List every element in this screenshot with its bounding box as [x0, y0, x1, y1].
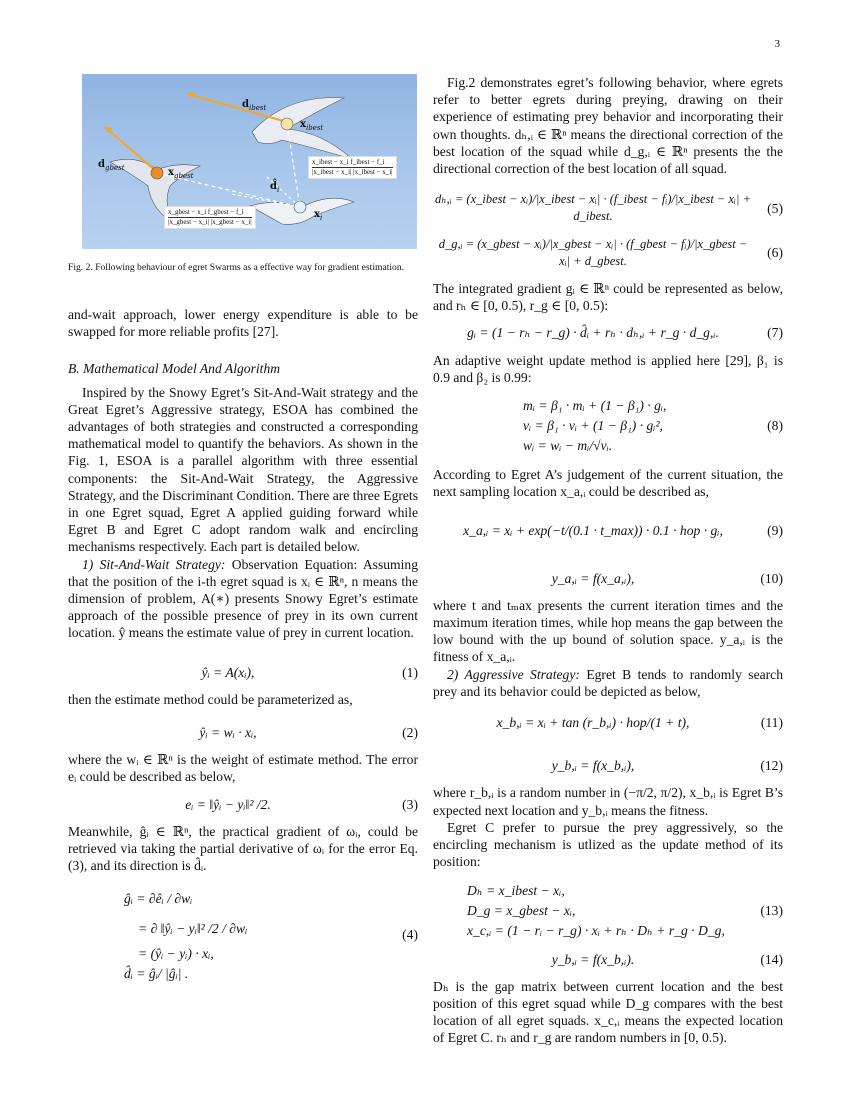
para-gap-matrix: Dₕ is the gap matrix between current location and the best position of this egret squad while D_g compares with the best location of all egret squads. x_c,ᵢ means the expected location of Egret C. rₕ and r_g are random numbers in [0, 0.5).	[433, 978, 783, 1046]
formula-box-gbest: x_gbest − x_i f_gbest − f_i |x_gbest − x_i| |x_gbest − x_i|	[164, 206, 256, 229]
equation-12: y_b,ᵢ = f(x_b,ᵢ), (12)	[551, 758, 783, 774]
equation-14: y_b,ᵢ = f(x_b,ᵢ). (14)	[551, 951, 783, 967]
left-column	[68, 74, 418, 994]
subsection-1-title: 1) Sit-And-Wait Strategy:	[82, 556, 226, 572]
para-iteration: where t and tₘax presents the current iteration times and the maximum iteration times, while hop means the gap between the low bound with the up bound of solution space. y_a,ᵢ is the fitness of x_a,ᵢ.	[433, 597, 783, 665]
text-after-eq1: then the estimate method could be parameterized as,	[68, 691, 353, 707]
label-d-gbest: $d_{gbest}$	[98, 159, 125, 172]
text-after-eq2: where the wᵢ ∈ ℝⁿ is the weight of estimate method. The error eᵢ could be described as below,	[68, 752, 418, 785]
label-d-ibest: $d_{ibest}$	[242, 99, 267, 112]
equation-13: Dₕ = x_ibest − xᵢ, D_g = x_gbest − xᵢ, x_c,ᵢ = (1 − rᵢ − r_g) · xᵢ + rₕ · Dₕ + r_g · D_g, (13)	[467, 882, 783, 938]
figure-egret-photo	[82, 74, 417, 249]
figure-caption: Fig. 2. Following behaviour of egret Swarms as a effective way for gradient estimation.	[68, 262, 405, 273]
text-after-eq3: Meanwhile, ĝᵢ ∈ ℝⁿ, the practical gradient of ωᵢ, could be retrieved via taking the partial derivative of ωᵢ for the error Eq. (3), and its direction is d̂ᵢ.	[68, 823, 418, 874]
para-adaptive-weight: An adaptive weight update method is applied here [29], β₁ is 0.9 and β₂ is 0.99:	[433, 352, 783, 385]
label-d-i: $d̂_i$	[270, 181, 280, 194]
equation-7: gᵢ = (1 − rₕ − r_g) · d̂ᵢ + rₕ · dₕ,ᵢ + r_g · d_g,ᵢ. (7)	[467, 325, 783, 341]
page-number: 3	[774, 38, 780, 50]
para-following-behavior: Fig.2 demonstrates egret’s following behavior, where egrets refer to better egrets during preying, drawing on their experience of estimating prey behavior and incorporating their own thoughts. dₕ,ᵢ ∈ ℝⁿ means the directional correction of the best location of the squad while d_g,ᵢ ∈ ℝⁿ presents the the directional correction of the best location of all squad.	[433, 75, 783, 177]
subsection-2-title: 2) Aggressive Strategy:	[447, 666, 580, 682]
equation-3: eᵢ = ‖ŷᵢ − yᵢ‖² /2. (3)	[185, 796, 418, 812]
label-x-gbest: $x_{gbest}$	[168, 167, 194, 180]
d-ibest-arrow-icon	[188, 94, 287, 122]
intro-paragraph: Inspired by the Snowy Egret’s Sit-And-Wait strategy and the Great Egret’s Aggressive strategy, ESOA has combined the advantages of both strategies and constructed a corresponding mathematical model to quantify the behaviors. As shown in the Fig. 1, ESOA is a parallel algorithm with three essential components: the Sit-And-Wait Strategy, the Aggressive Strategy, and the Discriminant Condition. There are three Egrets in one Egret squad, Egret A applied guiding forward while Egret B and Egret C adopt random walk and encircling mechanisms respectively. Each part is detailed below.	[68, 384, 418, 555]
equation-1: ŷᵢ = A(xᵢ), (1)	[201, 664, 418, 680]
para-egret-a: According to Egret A’s judgement of the current situation, the next sampling location x_a,ᵢ could be described as,	[433, 467, 783, 500]
label-x-i: $x_i$	[314, 209, 323, 222]
right-column	[433, 74, 783, 1047]
subsection-1-paragraph: 1) Sit-And-Wait Strategy: Observation Equation: Assuming that the position of the i-th egret squad is xᵢ ∈ ℝⁿ, n means the dimension of problem, A(∗) presents Snowy Egret’s estimate approach of the possible presence of prey in its own current location. ŷ means the estimate value of prey in current location.	[68, 556, 419, 641]
para-integrated-gradient: The integrated gradient gᵢ ∈ ℝⁿ could be represented as below, and rₕ ∈ [0, 0.5), r_g ∈ [0, 0.5):	[433, 281, 783, 314]
x-gbest-marker-icon	[151, 167, 163, 179]
x-ibest-marker-icon	[281, 118, 293, 130]
formula-box-ibest: x_ibest − x_i f_ibest − f_i |x_ibest − x_i| |x_ibest − x_i|	[308, 156, 397, 179]
x-i-marker-icon	[294, 201, 306, 213]
equation-9: x_a,ᵢ = xᵢ + exp(−t/(0.1 · t_max)) · 0.1 · hop · gᵢ, (9)	[463, 523, 783, 539]
continued-paragraph: and-wait approach, lower energy expenditure is able to be swapped for more reliable profits [27].	[68, 307, 418, 340]
equation-4: ĝᵢ = ∂êᵢ / ∂wᵢ = ∂ ‖ŷᵢ − yᵢ‖² /2 / ∂wᵢ = (ŷᵢ − yᵢ) · xᵢ, d̂ᵢ = ĝᵢ/ |ĝᵢ| . (4)	[124, 891, 418, 982]
para-egret-b: where r_b,ᵢ is a random number in (−π/2, π/2), x_b,ᵢ is Egret B’s expected next location and y_b,ᵢ means the fitness.	[433, 785, 783, 818]
equation-8: mᵢ = β₁ · mᵢ + (1 − β₁) · gᵢ, vᵢ = β₁ · vᵢ + (1 − β₁) · gᵢ², wᵢ = wᵢ − mᵢ/√vᵢ. (8)	[523, 398, 783, 454]
equation-10: y_a,ᵢ = f(x_a,ᵢ), (10)	[551, 570, 783, 586]
equation-2: ŷᵢ = wᵢ · xᵢ, (2)	[199, 725, 418, 741]
para-egret-c: Egret C prefer to pursue the prey aggressively, so the encircling mechanism is utlized as the update method of its position:	[433, 819, 783, 870]
equation-5: dₕ,ᵢ = (x_ibest − xᵢ)/|x_ibest − xᵢ| · (f_ibest − fᵢ)/|x_ibest − xᵢ| + d_ibest. (5)	[434, 192, 783, 224]
label-x-ibest: $x_{ibest}$	[300, 119, 324, 132]
equation-11: x_b,ᵢ = xᵢ + tan (r_b,ᵢ) · hop/(1 + t), (11)	[496, 715, 783, 731]
subsection-2-paragraph: 2) Aggressive Strategy: Egret B tends to randomly search prey and its behavior could be depicted as below,	[433, 666, 783, 699]
section-title: B. Mathematical Model And Algorithm	[68, 361, 281, 377]
equation-6: d_g,ᵢ = (x_gbest − xᵢ)/|x_gbest − xᵢ| · (f_gbest − fᵢ)/|x_gbest − xᵢ| + d_gbest. (6)	[438, 236, 783, 268]
